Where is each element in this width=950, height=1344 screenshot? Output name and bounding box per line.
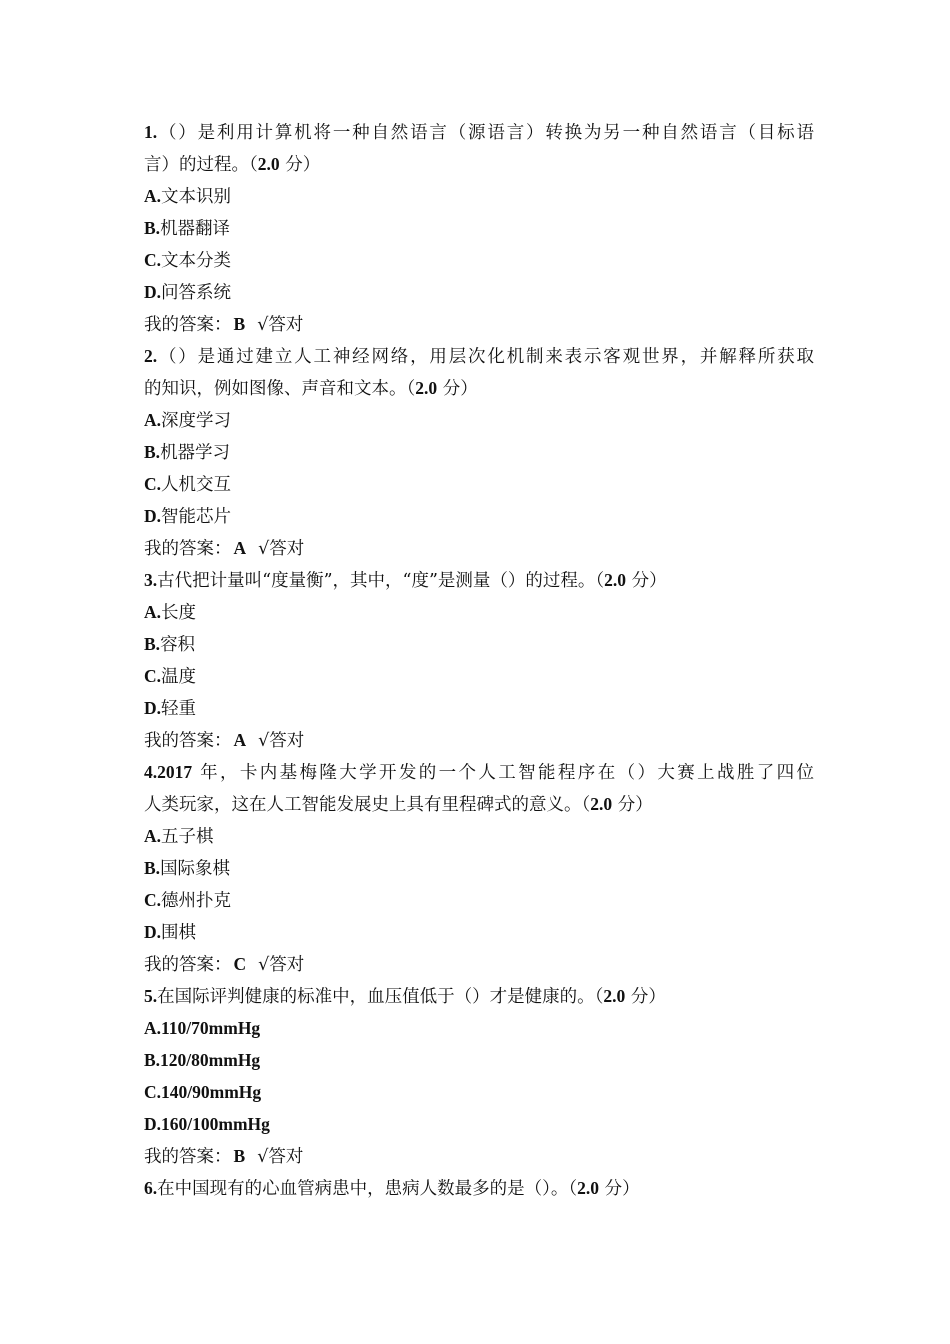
option-a: A.110/70mmHg	[144, 1018, 261, 1038]
answer-result: √答对	[257, 1147, 304, 1167]
option-a: A.长度	[144, 602, 197, 623]
answer-result: √答对	[257, 315, 304, 335]
option-a: A.文本识别	[144, 186, 232, 207]
question-score: 2.0	[415, 378, 438, 398]
question-number: 2.	[144, 346, 158, 366]
answer-letter: A	[233, 538, 247, 558]
question-text-line: 的知识，例如图像、声音和文本。（2.0 分）	[144, 378, 478, 399]
document-page	[144, 116, 814, 1204]
my-answer: 我的答案： C √答对	[144, 954, 305, 975]
question-score: 2.0	[590, 794, 613, 814]
question-number: 6.	[144, 1178, 158, 1198]
option-b: B.容积	[144, 634, 196, 655]
option-c: C.德州扑克	[144, 890, 232, 911]
answer-letter: B	[233, 1146, 246, 1166]
option-b: B.机器学习	[144, 442, 231, 463]
question-score: 2.0	[604, 570, 627, 590]
question-number: 1.	[144, 122, 158, 142]
question-1	[144, 116, 814, 340]
my-answer: 我的答案： B √答对	[144, 314, 304, 335]
my-answer: 我的答案： A √答对	[144, 538, 305, 559]
question-4	[144, 756, 814, 980]
option-a: A.深度学习	[144, 410, 232, 431]
question-text-line: 2.（）是通过建立人工神经网络，用层次化机制来表示客观世界，并解释所获取	[144, 346, 814, 367]
question-number: 5.	[144, 986, 158, 1006]
question-number: 3.	[144, 570, 158, 590]
answer-result: √答对	[258, 539, 305, 559]
my-answer: 我的答案： A √答对	[144, 730, 305, 751]
answer-letter: A	[233, 730, 247, 750]
question-text-line: 6.在中国现有的心血管病患中，患病人数最多的是（）。（2.0 分）	[144, 1178, 640, 1199]
option-d: D.160/100mmHg	[144, 1114, 270, 1134]
question-5	[144, 980, 814, 1172]
option-d: D.围棋	[144, 922, 197, 943]
option-c: C.温度	[144, 666, 197, 687]
answer-letter: B	[233, 314, 246, 334]
question-score: 2.0	[603, 986, 626, 1006]
question-text-line: 人类玩家，这在人工智能发展史上具有里程碑式的意义。（2.0 分）	[144, 794, 653, 815]
question-3	[144, 564, 814, 756]
option-c: C.140/90mmHg	[144, 1082, 262, 1102]
question-score: 2.0	[577, 1178, 599, 1198]
question-text-line: 1.（）是利用计算机将一种自然语言（源语言）转换为另一种自然语言（目标语	[144, 122, 814, 143]
option-b: B.机器翻译	[144, 218, 231, 239]
question-text-line: 5.在国际评判健康的标准中，血压值低于（）才是健康的。（2.0 分）	[144, 986, 666, 1007]
option-b: B.国际象棋	[144, 858, 231, 879]
option-d: D.智能芯片	[144, 506, 232, 527]
question-2	[144, 340, 814, 564]
option-b: B.120/80mmHg	[144, 1050, 261, 1070]
option-d: D.轻重	[144, 698, 197, 719]
answer-result: √答对	[258, 731, 305, 751]
option-c: C.人机交互	[144, 474, 232, 495]
question-text-line: 4.2017 年，卡内基梅隆大学开发的一个人工智能程序在（）大赛上战胜了四位	[144, 762, 814, 783]
option-c: C.文本分类	[144, 250, 232, 271]
answer-letter: C	[233, 954, 247, 974]
question-score: 2.0	[257, 154, 280, 174]
option-d: D.问答系统	[144, 282, 232, 303]
answer-result: √答对	[258, 955, 305, 975]
option-a: A.五子棋	[144, 826, 214, 847]
question-text-line: 言）的过程。（2.0 分）	[144, 154, 321, 175]
question-6	[144, 1172, 814, 1204]
question-number: 4.2017	[144, 762, 193, 782]
my-answer: 我的答案： B √答对	[144, 1146, 304, 1167]
question-text-line: 3.古代把计量叫“度量衡”，其中，“度”是测量（）的过程。（2.0 分）	[144, 570, 667, 591]
